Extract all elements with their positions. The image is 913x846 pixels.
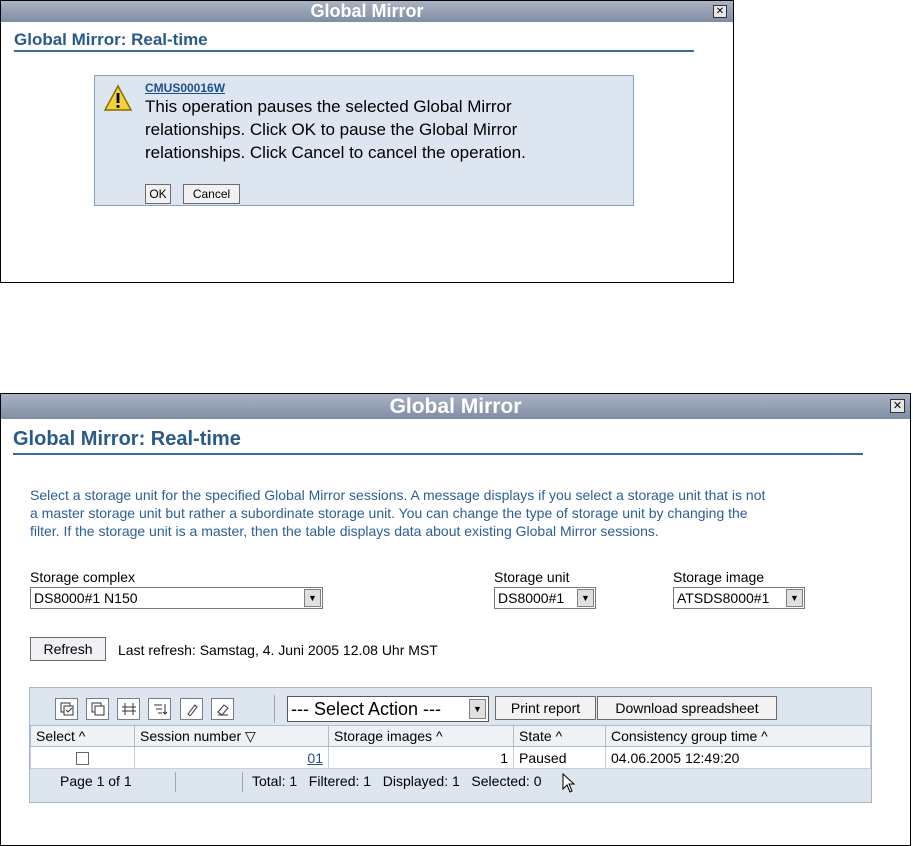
storage-unit-value: DS8000#1: [498, 590, 565, 606]
window-title-bar: [1, 394, 910, 419]
select-action-value: --- Select Action ---: [291, 699, 442, 719]
table-summary: Total: 1 Filtered: 1 Displayed: 1 Selected: 0: [252, 773, 542, 789]
message-text: [145, 95, 625, 164]
storage-image-select[interactable]: [673, 587, 805, 609]
row-select-cell: [31, 747, 135, 769]
table-row: [31, 747, 871, 769]
close-icon[interactable]: ✕: [713, 5, 727, 18]
intro-text: [30, 486, 880, 540]
storage-image-label: Storage image: [673, 569, 765, 585]
warning-icon: [103, 84, 133, 112]
print-report-button[interactable]: Print report: [495, 696, 596, 720]
window-title: Global Mirror: [389, 395, 522, 418]
heading-divider: [13, 453, 863, 455]
column-header-storage-images[interactable]: Storage images ^: [329, 726, 514, 747]
refresh-button[interactable]: Refresh: [30, 637, 106, 661]
footer-separator: [242, 772, 243, 792]
chevron-down-icon[interactable]: ▼: [577, 589, 594, 607]
sessions-table-panel: [29, 687, 872, 803]
row-checkbox[interactable]: [76, 752, 89, 765]
dialog-title: Global Mirror: [310, 1, 424, 21]
intro-line: filter. If the storage unit is a master, then the table displays data about existing Global Mirror sessions.: [30, 523, 659, 539]
storage-unit-label: Storage unit: [494, 569, 570, 585]
chevron-down-icon[interactable]: ▼: [786, 589, 803, 607]
heading-divider: [14, 50, 694, 52]
footer-separator: [175, 772, 176, 792]
edit-sort-icon[interactable]: [148, 698, 171, 720]
global-mirror-window: [0, 393, 911, 846]
table-footer: [30, 769, 871, 794]
confirm-dialog-window: [0, 0, 734, 283]
storage-images-cell: 1: [329, 747, 514, 769]
page-title: Global Mirror: Real-time: [13, 428, 241, 450]
page-indicator: Page 1 of 1: [60, 773, 132, 789]
column-header-select[interactable]: Select ^: [31, 726, 135, 747]
message-id-link[interactable]: CMUS00016W: [145, 81, 226, 95]
download-spreadsheet-button[interactable]: Download spreadsheet: [597, 696, 777, 720]
consistency-time-cell: 04.06.2005 12:49:20: [606, 747, 871, 769]
chevron-down-icon[interactable]: ▼: [469, 699, 486, 719]
storage-complex-value: DS8000#1 N150: [34, 590, 138, 606]
dialog-title-bar: [1, 1, 733, 22]
toolbar-separator: [274, 695, 275, 723]
dialog-page-heading: Global Mirror: Real-time: [14, 30, 208, 49]
ok-button[interactable]: OK: [145, 184, 171, 204]
message-line: relationships. Click OK to pause the Global Mirror: [145, 120, 518, 139]
last-refresh-text: Last refresh: Samstag, 4. Juni 2005 12.08 Uhr MST: [118, 642, 438, 658]
cancel-button[interactable]: Cancel: [183, 184, 240, 204]
deselect-all-icon[interactable]: [86, 698, 109, 720]
select-action-dropdown[interactable]: [287, 696, 489, 722]
column-header-state[interactable]: State ^: [514, 726, 606, 747]
column-header-consistency-time[interactable]: Consistency group time ^: [606, 726, 871, 747]
storage-unit-select[interactable]: [494, 587, 596, 609]
message-line: This operation pauses the selected Global Mirror: [145, 97, 512, 116]
state-cell: Paused: [514, 747, 606, 769]
storage-complex-label: Storage complex: [30, 569, 136, 585]
storage-image-value: ATSDS8000#1: [677, 590, 770, 606]
column-header-session-number[interactable]: Session number ▽: [135, 726, 329, 747]
warning-message-box: [94, 75, 634, 206]
session-number-cell: [135, 747, 329, 769]
clear-filter-icon[interactable]: [211, 698, 234, 720]
show-filter-row-icon[interactable]: [117, 698, 140, 720]
sessions-table: [30, 725, 871, 769]
close-icon[interactable]: ✕: [890, 399, 905, 413]
mouse-pointer-icon: [562, 773, 576, 793]
session-number-link[interactable]: 01: [307, 749, 323, 766]
edit-filter-icon[interactable]: [180, 698, 203, 720]
storage-complex-select[interactable]: [30, 587, 323, 609]
select-all-icon[interactable]: [55, 698, 78, 720]
chevron-down-icon[interactable]: ▼: [304, 589, 321, 607]
table-header-row: [31, 726, 871, 747]
message-line: relationships. Click Cancel to cancel the operation.: [145, 143, 526, 162]
intro-line: Select a storage unit for the specified Global Mirror sessions. A message displays if you select a storage unit that is not: [30, 487, 766, 503]
intro-line: a master storage unit but rather a subordinate storage unit. You can change the type of storage unit by changing the: [30, 505, 748, 521]
